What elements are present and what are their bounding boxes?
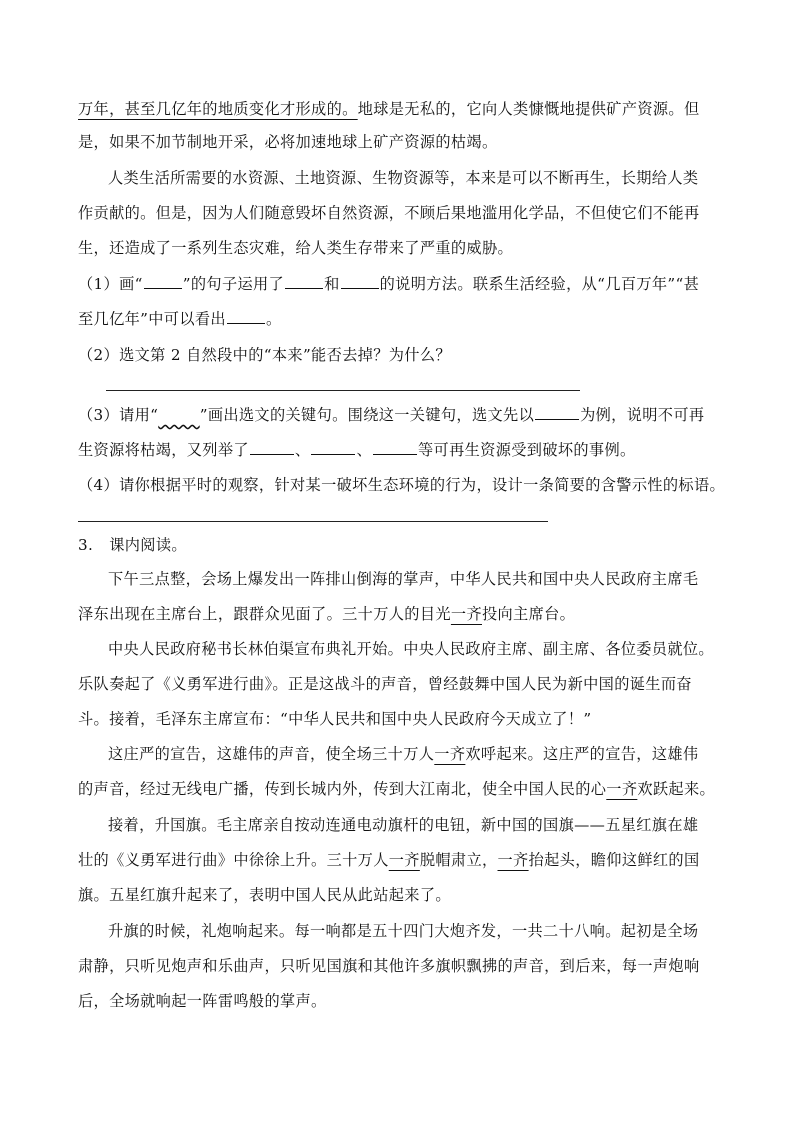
passage-text: 脱帽肃立， — [419, 851, 498, 869]
passage-line — [78, 603, 575, 625]
passage-line: 人类生活所需要的水资源、土地资源、生物资源等，本来是可以不断再生，长期给人类 — [108, 169, 699, 187]
answer-blank[interactable] — [311, 453, 355, 455]
underlined-sentence: 万年，甚至几亿年的地质变化才形成的。 — [78, 100, 358, 118]
question-2: （2）选文第 2 自然段中的“本来”能否去掉？为什么？ — [78, 346, 451, 364]
passage-line: 乐队奏起了《义勇军进行曲》。正是这战斗的声音，曾经鼓舞中国人民为新中国的诞生而奋 — [78, 675, 692, 693]
underlined-word: 一齐 — [434, 745, 466, 763]
answer-blank[interactable] — [227, 322, 265, 324]
question-text: 为例，说明不可再 — [580, 406, 705, 424]
section-title: 课内阅读。 — [109, 536, 187, 554]
answer-line[interactable] — [78, 521, 548, 522]
passage-line: 接着，升国旗。毛主席亲自按动连通电动旗杆的电钮，新中国的国旗——五星红旗在雄 — [108, 816, 699, 834]
passage-line: 肃静，只听见炮声和乐曲声，只听见国旗和其他许多旗帜飘拂的声音，到后来，每一声炮响 — [78, 957, 700, 975]
passage-line: 中央人民政府秘书长林伯渠宣布典礼开始。中央人民政府主席、副主席、各位委员就位。 — [108, 640, 714, 658]
passage-text: 的声音，经过无线电广播，传到长城内外，传到大江南北，使全中国人民的心 — [78, 780, 607, 798]
question-text: 的说明方法。联系生活经验，从“几百万年”“甚 — [379, 275, 700, 293]
passage-line: 升旗的时候，礼炮响起来。每一响都是五十四门大炮齐发，一共二十八响。起初是全场 — [108, 922, 699, 940]
question-text: 。 — [265, 310, 282, 328]
section-3-heading — [78, 534, 187, 556]
question-text: （1）画“ — [78, 275, 143, 293]
passage-text: 这庄严的宣告，这雄伟的声音，使全场三十万人 — [108, 745, 435, 763]
section-number: 3. — [78, 536, 94, 554]
question-text: 、 — [356, 441, 373, 459]
passage-text: 抬起头，瞻仰这鲜红的国 — [528, 851, 700, 869]
passage-text: 壮的《义勇军进行曲》中徐徐上升。三十万人 — [78, 851, 389, 869]
passage-line: 作贡献的。但是，因为人们随意毁坏自然资源，不顾后果地滥用化学品，不但使它们不能再 — [78, 204, 700, 222]
answer-blank[interactable] — [373, 453, 417, 455]
passage-text: 欢跃起来。 — [637, 780, 716, 798]
passage-text: 地球是无私的，它向人类慷慨地提供矿产资源。但 — [357, 100, 700, 118]
passage-text: 欢呼起来。这庄严的宣告，这雄伟 — [465, 745, 699, 763]
question-text: 至几亿年”中可以看出 — [78, 310, 226, 328]
passage-line: 生，还造成了一系列生态灾难，给人类生存带来了严重的威胁。 — [78, 239, 514, 257]
wavy-line-symbol: ​ — [158, 406, 200, 424]
passage-line — [108, 743, 698, 765]
passage-line: 是，如果不加节制地开采，必将加速地球上矿产资源的枯竭。 — [78, 133, 498, 151]
question-text: 等可再生资源受到破坏的事例。 — [418, 441, 636, 459]
answer-line[interactable] — [106, 390, 580, 391]
underlined-word: 一齐 — [497, 851, 529, 869]
question-text: （3）请用“ — [78, 406, 159, 424]
passage-line: 下午三点整，会场上爆发出一阵排山倒海的掌声，中华人民共和国中央人民政府主席毛 — [108, 570, 699, 588]
answer-blank[interactable] — [341, 287, 379, 289]
answer-blank[interactable] — [285, 287, 323, 289]
answer-blank[interactable] — [250, 453, 294, 455]
passage-line: 斗。接着，毛泽东主席宣布：“中华人民共和国中央人民政府今天成立了！” — [78, 710, 592, 728]
question-3-cont — [78, 439, 636, 461]
question-4: （4）请你根据平时的观察，针对某一破坏生态环境的行为，设计一条简要的含警示性的标语。 — [78, 476, 726, 494]
question-text: 和 — [324, 275, 340, 293]
passage-line — [78, 778, 715, 800]
question-1-cont — [78, 308, 282, 330]
passage-line: 后，全场就响起一阵雷鸣般的掌声。 — [78, 992, 327, 1010]
passage-line — [78, 849, 700, 871]
answer-blank[interactable] — [535, 418, 579, 420]
passage-line — [78, 98, 700, 120]
question-text: 生资源将枯竭，又列举了 — [78, 441, 249, 459]
underlined-word: 一齐 — [388, 851, 420, 869]
passage-line: 旗。五星红旗升起来了，表明中国人民从此站起来了。 — [78, 886, 451, 904]
underlined-word: 一齐 — [606, 780, 638, 798]
question-text: ”画出选文的关键句。围绕这一关键句，选文先以 — [199, 406, 535, 424]
passage-text: 泽东出现在主席台上，跟群众见面了。三十万人的目光 — [78, 605, 451, 623]
question-1 — [78, 273, 699, 295]
question-text: ”的句子运用了 — [182, 275, 285, 293]
answer-blank[interactable] — [144, 287, 182, 289]
underlined-word: 一齐 — [450, 605, 482, 623]
question-text: 、 — [294, 441, 311, 459]
question-3 — [78, 404, 704, 426]
passage-text: 投向主席台。 — [481, 605, 576, 623]
